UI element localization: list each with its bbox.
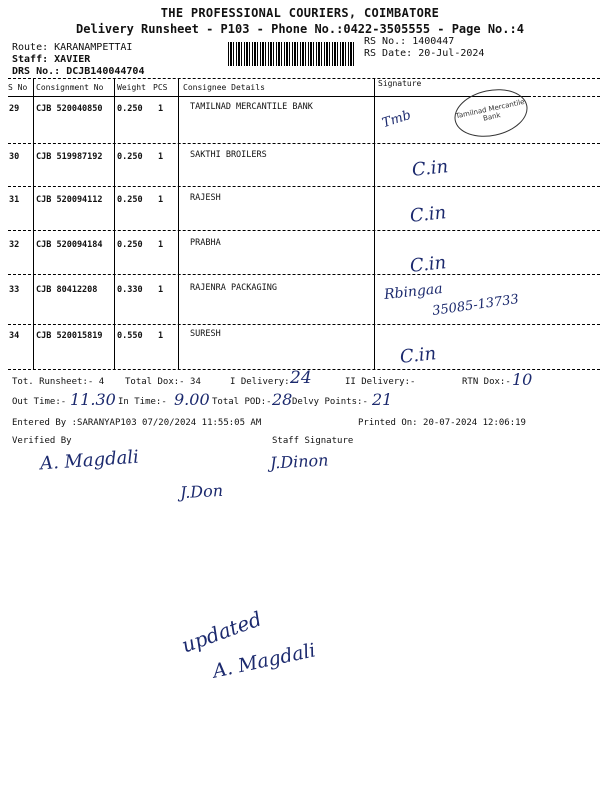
col-header-pcs: PCS bbox=[153, 83, 168, 92]
table-cell-consignment: CJB 520015819 bbox=[36, 331, 103, 341]
staff-label: Staff: bbox=[12, 54, 49, 65]
ii-delivery-label: II Delivery:- bbox=[345, 377, 416, 387]
table-cell-consignment: CJB 519987192 bbox=[36, 152, 103, 162]
i-delivery-value: 24 bbox=[290, 368, 312, 388]
staff-value: XAVIER bbox=[54, 54, 91, 65]
route-label: Route: bbox=[12, 42, 49, 53]
table-cell-consignment: CJB 520094112 bbox=[36, 195, 103, 205]
total-pod-label: Total POD:- bbox=[212, 397, 272, 407]
staff-signature: J.Dinon bbox=[269, 450, 329, 473]
in-time-label: In Time:- bbox=[118, 397, 167, 407]
col-divider bbox=[33, 78, 34, 370]
table-cell-consignment: CJB 520094184 bbox=[36, 240, 103, 250]
header-rule-right bbox=[528, 96, 600, 97]
tot-runsheet: Tot. Runsheet:- 4 bbox=[12, 377, 105, 387]
bank-stamp: Tamilnad Mercantile Bank bbox=[450, 83, 532, 143]
rs-date-value: 20-Jul-2024 bbox=[418, 48, 485, 59]
rs-no-label: RS No.: bbox=[364, 36, 407, 47]
table-cell-consignee: RAJESH bbox=[190, 193, 221, 203]
barcode-image bbox=[228, 42, 356, 66]
signature-row-33-number: 35085-13733 bbox=[431, 292, 520, 319]
out-time-value: 11.30 bbox=[70, 390, 116, 409]
table-cell-pcs: 1 bbox=[158, 195, 164, 205]
route-value: KARANAMPETTAI bbox=[54, 42, 133, 53]
row-divider bbox=[8, 324, 600, 325]
table-cell-pcs: 1 bbox=[158, 285, 164, 295]
signature-row-32: C.in bbox=[409, 252, 448, 277]
signature-row-31: C.in bbox=[409, 202, 448, 227]
header-rule bbox=[8, 96, 528, 97]
table-cell-consignee: SAKTHI BROILERS bbox=[190, 150, 267, 160]
table-cell-consignee: TAMILNAD MERCANTILE BANK bbox=[190, 102, 313, 112]
col-header-consignment: Consignment No bbox=[36, 83, 104, 92]
row-divider bbox=[8, 274, 600, 275]
i-delivery-label: I Delivery:- bbox=[230, 377, 296, 387]
table-cell-weight: 0.250 bbox=[117, 152, 143, 162]
drs-label: DRS No.: bbox=[12, 66, 61, 77]
delvy-points-label: Delvy Points:- bbox=[292, 397, 368, 407]
total-pod-value: 28 bbox=[272, 390, 293, 409]
table-cell-pcs: 1 bbox=[158, 104, 164, 114]
signature-row-29: Tmb bbox=[380, 107, 413, 132]
table-cell-consignment: CJB 80412208 bbox=[36, 285, 98, 295]
route-field bbox=[12, 42, 132, 53]
table-cell-pcs: 1 bbox=[158, 240, 164, 250]
rs-no-field bbox=[364, 36, 454, 47]
row-divider bbox=[8, 143, 600, 144]
drs-value: DCJB140044704 bbox=[66, 66, 145, 77]
col-header-weight: Weight bbox=[117, 83, 146, 92]
signature-row-33: Rbingaa bbox=[383, 280, 444, 304]
table-cell-sno: 33 bbox=[9, 285, 20, 295]
table-cell-weight: 0.250 bbox=[117, 195, 143, 205]
table-cell-sno: 32 bbox=[9, 240, 20, 250]
runsheet-title: Delivery Runsheet - P103 - Phone No.:0422-3505555 - Page No.:4 bbox=[76, 22, 524, 36]
signature-row-34: C.in bbox=[399, 343, 438, 368]
rtn-dox-label: RTN Dox:- bbox=[462, 377, 511, 387]
verifier-signature: A. Magdali bbox=[39, 446, 140, 475]
in-time-value: 9.00 bbox=[174, 390, 210, 409]
table-cell-consignment: CJB 520040850 bbox=[36, 104, 103, 114]
rs-date-label: RS Date: bbox=[364, 48, 413, 59]
table-cell-sno: 29 bbox=[9, 104, 20, 114]
out-time-label: Out Time:- bbox=[12, 397, 67, 407]
printed-on: Printed On: 20-07-2024 12:06:19 bbox=[358, 418, 526, 428]
rtn-dox-value: 10 bbox=[512, 370, 533, 389]
rs-date-field bbox=[364, 48, 484, 59]
col-header-consignee: Consignee Details bbox=[183, 83, 265, 92]
table-cell-weight: 0.250 bbox=[117, 240, 143, 250]
col-divider bbox=[114, 78, 115, 370]
verified-by-label: Verified By bbox=[12, 436, 72, 446]
table-cell-consignee: PRABHA bbox=[190, 238, 221, 248]
table-cell-sno: 31 bbox=[9, 195, 20, 205]
delvy-points-value: 21 bbox=[372, 390, 393, 409]
table-cell-pcs: 1 bbox=[158, 331, 164, 341]
rs-no-value: 1400447 bbox=[412, 36, 455, 47]
table-top-rule bbox=[8, 78, 600, 79]
staff-signature-2: J.Don bbox=[179, 480, 224, 503]
table-cell-weight: 0.550 bbox=[117, 331, 143, 341]
table-cell-weight: 0.250 bbox=[117, 104, 143, 114]
table-cell-sno: 30 bbox=[9, 152, 20, 162]
row-divider bbox=[8, 186, 600, 187]
table-cell-weight: 0.330 bbox=[117, 285, 143, 295]
updated-note: updated bbox=[178, 606, 265, 658]
col-divider bbox=[374, 78, 375, 370]
total-dox: Total Dox:- 34 bbox=[125, 377, 201, 387]
entered-by: Entered By :SARANYAP103 07/20/2024 11:55:05 AM bbox=[12, 418, 262, 428]
row-divider bbox=[8, 230, 600, 231]
col-divider bbox=[178, 78, 179, 370]
table-cell-consignee: SURESH bbox=[190, 329, 221, 339]
table-cell-pcs: 1 bbox=[158, 152, 164, 162]
signature-row-30: C.in bbox=[411, 156, 450, 181]
staff-field bbox=[12, 54, 90, 65]
staff-signature-label: Staff Signature bbox=[272, 436, 354, 446]
col-header-signature: Signature bbox=[378, 79, 422, 88]
drs-field bbox=[12, 66, 144, 77]
updated-signature: A. Magdali bbox=[210, 639, 318, 683]
table-cell-sno: 34 bbox=[9, 331, 20, 341]
company-title: THE PROFESSIONAL COURIERS, COIMBATORE bbox=[160, 6, 440, 20]
col-header-sno: S No bbox=[8, 83, 28, 92]
table-cell-consignee: RAJENRA PACKAGING bbox=[190, 283, 277, 293]
